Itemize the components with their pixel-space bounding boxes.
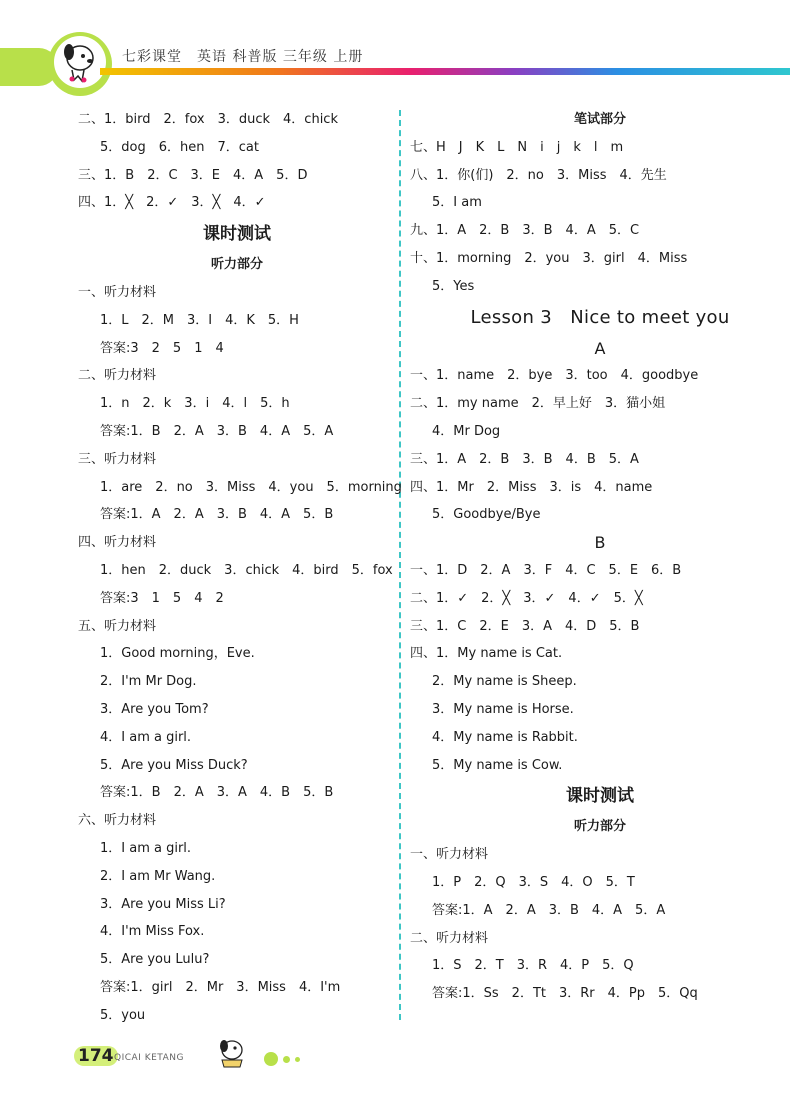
question-heading: 二、听力材料	[410, 930, 489, 946]
answer-key-line: 答案:1．girl 2．Mr 3．Miss 4．I'm	[100, 979, 341, 995]
answer-line: 四、1．Mr 2．Miss 3．is 4．name	[410, 479, 653, 495]
answer-line: 二、1．✓ 2．╳ 3．✓ 4．✓ 5．╳	[410, 590, 643, 606]
answer-key-line: 答案:1．Ss 2．Tt 3．Rr 4．Pp 5．Qq	[432, 986, 698, 1002]
answer-line: 三、1．C 2．E 3．A 4．D 5．B	[410, 618, 640, 634]
answer-line: 1．P 2．Q 3．S 4．O 5．T	[432, 874, 635, 890]
question-heading: 五、听力材料	[78, 618, 157, 634]
answer-line: 4．I am a girl.	[100, 729, 192, 745]
column-divider	[399, 110, 401, 1020]
lesson-title: Lesson 3 Nice to meet you	[470, 306, 730, 328]
header-title: 七彩课堂 英语 科普版 三年级 上册	[122, 49, 364, 65]
header-rainbow-band	[100, 68, 790, 75]
answer-key-line: 答案:1．A 2．A 3．B 4．A 5．A	[432, 902, 666, 918]
answer-line: 2．I'm Mr Dog.	[100, 674, 197, 690]
answer-line: 1．I am a girl.	[100, 840, 192, 856]
question-heading: 六、听力材料	[78, 813, 157, 829]
answer-key-line: 答案:3 2 5 1 4	[100, 340, 224, 356]
answer-line: 3．My name is Horse.	[432, 701, 574, 717]
footer-dot-icon	[295, 1057, 300, 1062]
answer-line: 二、1．my name 2．早上好 3．猫小姐	[410, 396, 666, 412]
footer-dog-icon	[212, 1036, 252, 1070]
subsection-title: 听力部分	[573, 819, 626, 835]
answer-line: 3．Are you Miss Li?	[100, 896, 226, 912]
answer-line: 四、1．My name is Cat.	[410, 646, 563, 662]
answer-line: 十、1．morning 2．you 3．girl 4．Miss	[410, 250, 688, 266]
answer-line: 2．I am Mr Wang.	[100, 868, 216, 884]
page-number: 174	[74, 1046, 118, 1066]
answer-line: 七、H J K L N i j k l m	[410, 139, 624, 155]
subsection-title: 笔试部分	[573, 112, 626, 127]
question-heading: 一、听力材料	[410, 847, 489, 863]
answer-line: 二、1．bird 2．fox 3．duck 4．chick	[78, 112, 338, 127]
answer-key-line: 答案:1．A 2．A 3．B 4．A 5．B	[100, 507, 334, 523]
answer-key-line: 答案:1．B 2．A 3．B 4．A 5．A	[100, 423, 334, 439]
answer-line: 5．Goodbye/Bye	[432, 507, 541, 523]
left-column	[78, 106, 402, 1030]
answer-line: 4．Mr Dog	[432, 423, 501, 439]
answer-line: 八、1．你(们) 2．no 3．Miss 4．先生	[410, 167, 667, 183]
answer-line: 4．I'm Miss Fox.	[100, 924, 205, 940]
answer-key-line: 答案:3 1 5 4 2	[100, 590, 224, 606]
answer-line: 5．Yes	[432, 278, 475, 294]
answer-line: 5．Are you Miss Duck?	[100, 757, 248, 773]
footer-dot-icon	[264, 1052, 278, 1066]
answer-line: 四、1．╳ 2．✓ 3．╳ 4．✓	[78, 195, 266, 211]
section-title: 课时测试	[566, 786, 634, 807]
subsection-title: 听力部分	[210, 257, 263, 273]
answer-key-line: 5．you	[100, 1007, 146, 1023]
answer-line: 1．are 2．no 3．Miss 4．you 5．morning	[100, 479, 402, 495]
section-title: 课时测试	[203, 224, 271, 245]
question-heading: 四、听力材料	[78, 535, 157, 551]
answer-line: 1．Good morning，Eve.	[100, 646, 255, 662]
page-header	[0, 0, 800, 110]
answer-line: 3．Are you Tom?	[100, 701, 209, 717]
answer-line: 4．My name is Rabbit.	[432, 729, 578, 745]
answer-line: 5．My name is Cow.	[432, 757, 563, 773]
answer-line: 5．dog 6．hen 7．cat	[100, 139, 259, 155]
answer-line: 1．L 2．M 3．I 4．K 5．H	[100, 312, 299, 328]
answer-line: 九、1．A 2．B 3．B 4．A 5．C	[410, 223, 640, 239]
answer-line: 5．I am	[432, 195, 482, 211]
answer-line: 一、1．name 2．bye 3．too 4．goodbye	[410, 368, 699, 384]
answer-line: 2．My name is Sheep.	[432, 674, 577, 690]
answer-line: 三、1．B 2．C 3．E 4．A 5．D	[78, 167, 308, 183]
right-column	[410, 106, 790, 1008]
question-heading: 一、听力材料	[78, 284, 157, 300]
part-label: A	[594, 338, 606, 358]
question-heading: 三、听力材料	[78, 451, 157, 467]
footer-brand: QICAI KETANG	[114, 1053, 184, 1063]
part-label: B	[594, 533, 606, 553]
answer-line: 一、1．D 2．A 3．F 4．C 5．E 6．B	[410, 562, 682, 578]
question-heading: 二、听力材料	[78, 368, 157, 384]
footer-dot-icon	[283, 1056, 290, 1063]
answer-line: 5．Are you Lulu?	[100, 952, 210, 968]
answer-line: 1．S 2．T 3．R 4．P 5．Q	[432, 958, 634, 974]
mascot-dog-icon	[56, 36, 106, 86]
answer-line: 1．hen 2．duck 3．chick 4．bird 5．fox	[100, 562, 393, 578]
answer-key-line: 答案:1．B 2．A 3．A 4．B 5．B	[100, 785, 334, 801]
answer-line: 三、1．A 2．B 3．B 4．B 5．A	[410, 451, 639, 467]
answer-line: 1．n 2．k 3．i 4．l 5．h	[100, 396, 290, 412]
